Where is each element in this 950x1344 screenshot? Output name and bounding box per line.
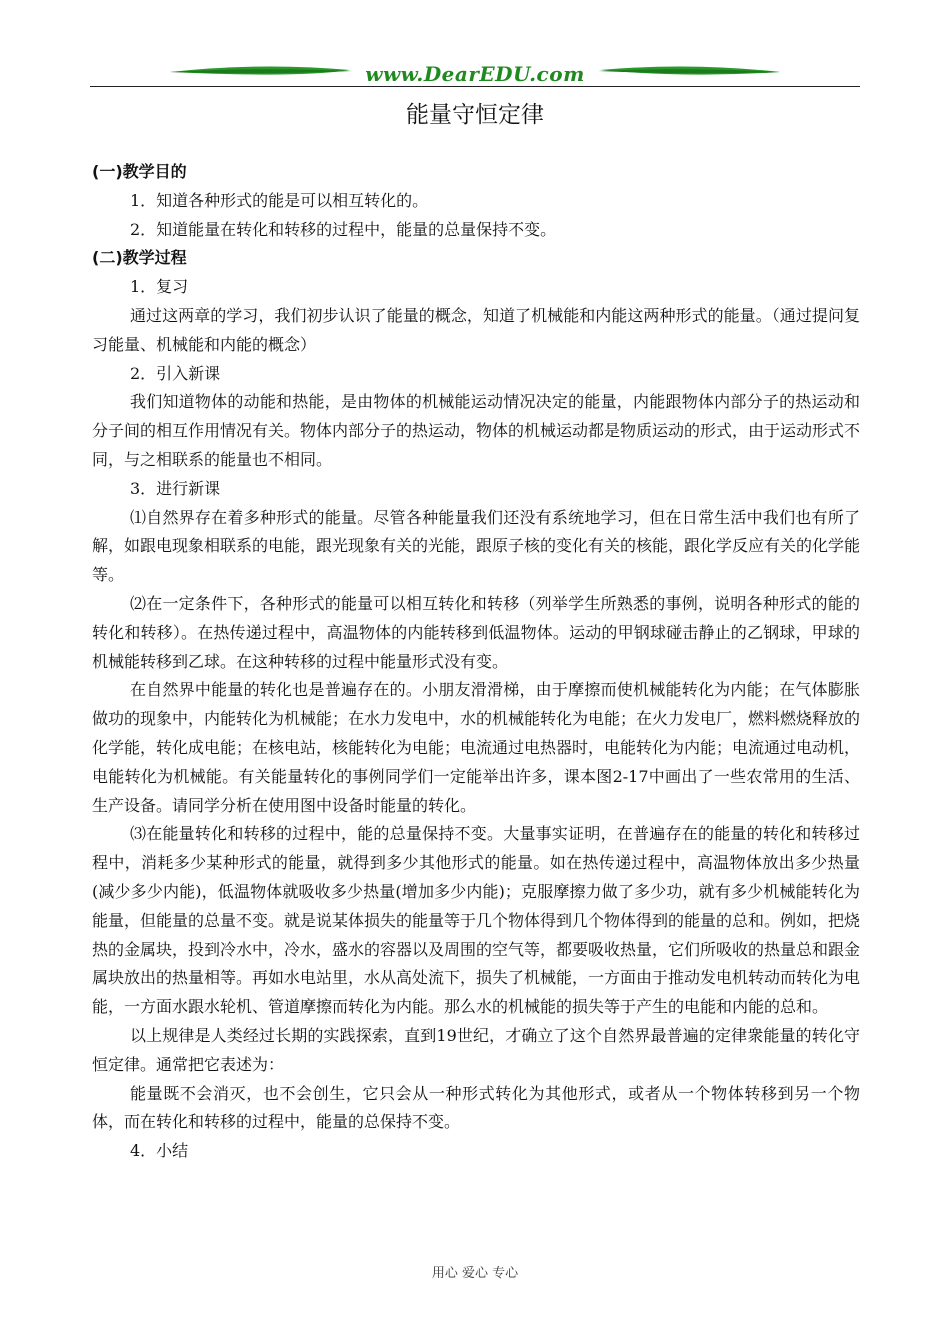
subheading-summary: 4．小结 <box>130 1141 189 1161</box>
header-divider <box>90 86 860 87</box>
paragraph: 以上规律是人类经过长期的实践探索，直到19世纪，才确立了这个自然界最普遍的定律衆能量的转化守恒定律。通常把它表述为： <box>92 1025 860 1074</box>
subheading-review: 1．复习 <box>130 277 189 297</box>
section-heading-objectives: (一)教学目的 <box>92 162 187 181</box>
subheading-new-lesson: 3．进行新课 <box>130 478 221 498</box>
document-body <box>92 158 860 1166</box>
subheading-intro: 2．引入新课 <box>130 363 221 383</box>
paragraph-law-statement: 能量既不会消灭，也不会创生，它只会从一种形式转化为其他形式，或者从一个物体转移到另一个物体，而在转化和转移的过程中，能量的总保持不变。 <box>92 1083 860 1132</box>
objective-item: 1．知道各种形式的能是可以相互转化的。 <box>130 190 429 210</box>
paragraph: ⑴自然界存在着多种形式的能量。尽管各种能量我们还没有系统地学习，但在日常生活中我们也有所了解，如跟电现象相联系的电能，跟光现象有关的光能，跟原子核的变化有关的核能，跟化学反应有关的化学能等。 <box>92 507 861 585</box>
section-heading-process: (二)教学过程 <box>92 248 187 268</box>
objective-item: 2．知道能量在转化和转移的过程中，能量的总量保持不变。 <box>130 219 557 239</box>
page-footer: 用心 爱心 专心 <box>431 1266 519 1281</box>
paragraph-review: 通过这两章的学习，我们初步认识了能量的概念，知道了机械能和内能这两种形式的能量。（通过提问复习能量、机械能和内能的概念） <box>92 305 860 354</box>
paragraph-intro: 我们知道物体的动能和热能，是由物体的机械能运动情况决定的能量，内能跟物体内部分子的热运动和分子间的相互作用情况有关。物体内部分子的热运动，物体的机械运动都是物质运动的形式，由于运动形式不同，与之相联系的能量也不相同。 <box>92 392 861 469</box>
site-logo-text: www.DearEDU.com <box>365 62 585 86</box>
paragraph: ⑵在一定条件下，各种形式的能量可以相互转化和转移（列举学生所熟悉的事例，说明各种形式的能的转化和转移）。在热传递过程中，高温物体的内能转移到低温物体。运动的甲钢球碰击静止的乙钢球，甲球的机械能转移到乙球。在这种转移的过程中能量形式没有变。 <box>92 593 860 671</box>
paragraph: ⑶在能量转化和转移的过程中，能的总量保持不变。大量事实证明，在普遍存在的能量的转化和转移过程中，消耗多少某种形式的能量，就得到多少其他形式的能量。如在热传递过程中，高温物体放出多少热量(减少多少内能)，低温物体就吸收多少热量(增加多少内能)；克服摩擦力做了多少功，就有多少机械能转化为能量，但能量的总量不变。就是说某体损失的能量等于几个物体得到几个物体得到的能量的总和。例如，把烧热的金属块，投到冷水中，冷水，盛水的容器以及周围的空气等，都要吸收热量，它们所吸收的热量总和跟金属块放出的热量相等。再如水电站里，水从高处流下，损失了机械能，一方面由于推动发电机转动而转化为电能，一方面水跟水轮机、管道摩擦而转化为内能。那么水的机械能的损失等于产生的电能和内能的总和。 <box>92 824 861 1017</box>
paragraph: 在自然界中能量的转化也是普遍存在的。小朋友滑滑梯，由于摩擦而使机械能转化为内能；在气体膨胀做功的现象中，内能转化为机械能；在水力发电中，水的机械能转化为电能；在火力发电厂，燃料燃烧释放的化学能，转化成电能；在核电站，核能转化为电能；电流通过电热器时，电能转化为内能；电流通过电动机，电能转化为机械能。有关能量转化的事例同学们一定能举出许多，课本图2-17中画出了一些农常用的生活、生产设备。请同学分析在使用图中设备时能量的转化。 <box>92 680 861 815</box>
document-title: 能量守恒定律 <box>406 102 544 128</box>
